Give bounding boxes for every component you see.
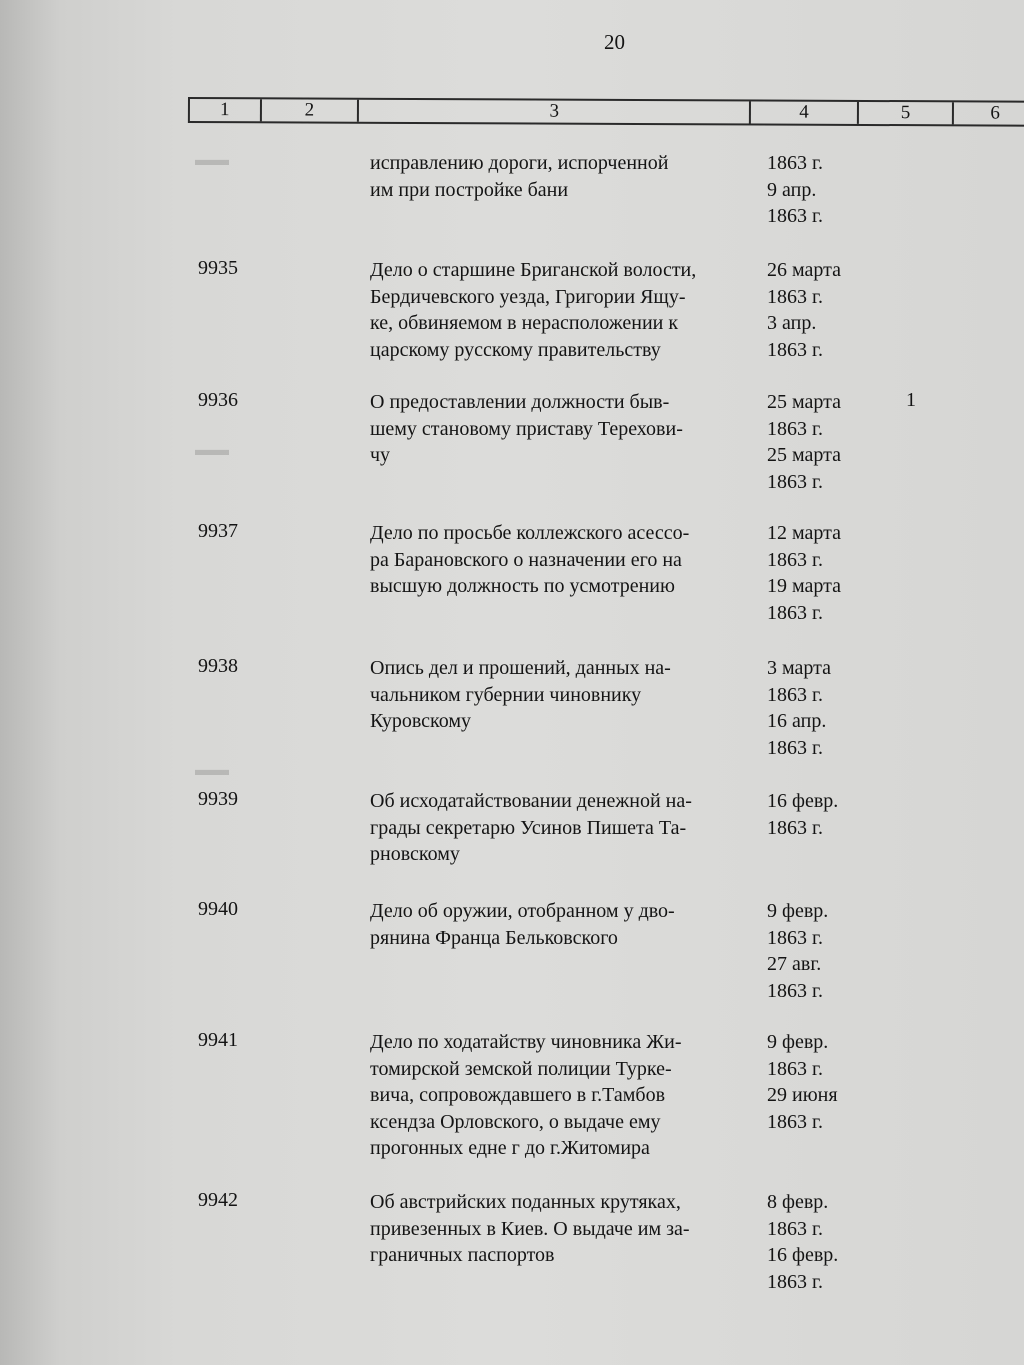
description-line: ке, обвиняемом в нерасположении к <box>370 312 679 334</box>
date-line: 1863 г. <box>767 736 823 759</box>
date-line: 9 апр. <box>767 178 817 201</box>
case-description <box>370 1029 755 1162</box>
date-line: 26 марта <box>767 259 841 281</box>
bleed-through: ▬▬ <box>195 440 229 459</box>
case-description <box>370 898 755 951</box>
date-line: 1863 г. <box>767 548 823 571</box>
date-line: 1863 г. <box>767 926 823 949</box>
date-line: 3 апр. <box>767 312 817 334</box>
date-line: 1863 г. <box>767 1057 823 1080</box>
bleed-through: ▬▬ <box>195 150 229 169</box>
case-dates <box>767 389 841 495</box>
description-line: ра Барановского о назначении его на <box>370 548 682 571</box>
case-number: 9937 <box>198 520 238 542</box>
date-line: 9 февр. <box>767 1031 829 1053</box>
description-line: прогонных едне г до г.Житомира <box>370 1137 650 1159</box>
date-line: 12 марта <box>767 522 841 544</box>
case-description <box>370 655 755 735</box>
case-dates <box>767 1189 838 1295</box>
date-line: 8 февр. <box>767 1191 829 1213</box>
description-line: чальником губернии чиновнику <box>370 683 642 706</box>
date-line: 29 июня <box>767 1084 838 1106</box>
description-line: Опись дел и прошений, данных на- <box>370 657 671 679</box>
header-col-5: 5 <box>859 102 955 124</box>
date-line: 1863 г. <box>767 1270 823 1293</box>
description-line: высшую должность по усмотрению <box>370 575 675 597</box>
header-col-2: 2 <box>262 99 360 121</box>
case-description <box>370 257 755 363</box>
date-line: 19 марта <box>767 575 841 597</box>
case-number: 9936 <box>198 389 238 411</box>
case-dates <box>767 150 823 230</box>
case-dates <box>767 1029 838 1135</box>
date-line: 27 авг. <box>767 953 822 975</box>
date-line: 25 марта <box>767 391 841 413</box>
case-number: 9939 <box>198 788 238 810</box>
description-line: О предоставлении должности быв- <box>370 391 670 413</box>
table-header <box>188 97 1024 127</box>
date-line: 16 февр. <box>767 1244 839 1266</box>
header-col-3: 3 <box>359 100 751 124</box>
sheet-count: 1 <box>906 389 916 411</box>
date-line: 1863 г. <box>767 285 823 308</box>
description-line: чу <box>370 444 391 466</box>
description-line: Об австрийских поданных крутяках, <box>370 1191 681 1213</box>
description-line: томирской земской полиции Турке- <box>370 1057 672 1080</box>
case-number: 9942 <box>198 1189 238 1211</box>
description-line: Дело по просьбе коллежского асессо- <box>370 522 690 544</box>
description-line: шему становому приставу Терехови- <box>370 417 683 440</box>
description-line: Дело о старшине Бриганской волости, <box>370 259 697 281</box>
description-line: рновскому <box>370 843 460 865</box>
description-line: привезенных в Киев. О выдаче им за- <box>370 1217 690 1240</box>
header-col-6: 6 <box>990 102 1000 124</box>
date-line: 1863 г. <box>767 1217 823 1240</box>
description-line: Дело об оружии, отобранном у дво- <box>370 900 675 922</box>
date-line: 9 февр. <box>767 900 829 922</box>
description-line: царскому русскому правительству <box>370 338 661 361</box>
description-line: им при постройке бани <box>370 178 569 201</box>
description-line: ксендза Орловского, о выдаче ему <box>370 1110 661 1133</box>
header-col-4: 4 <box>751 101 859 123</box>
description-line: Куровскому <box>370 710 472 732</box>
description-line: Дело по ходатайству чиновника Жи- <box>370 1031 682 1053</box>
description-line: исправлению дороги, испорченной <box>370 152 669 174</box>
date-line: 1863 г. <box>767 205 823 227</box>
date-line: 25 марта <box>767 444 841 466</box>
date-line: 1863 г. <box>767 601 823 624</box>
date-line: 1863 г. <box>767 816 823 839</box>
case-number: 9941 <box>198 1029 238 1051</box>
case-description <box>370 389 755 469</box>
date-line: 16 апр. <box>767 710 827 732</box>
date-line: 16 февр. <box>767 790 839 812</box>
case-dates <box>767 655 831 761</box>
description-line: граничных паспортов <box>370 1244 555 1266</box>
case-description <box>370 150 755 203</box>
page-number: 20 <box>604 30 625 54</box>
case-dates <box>767 257 841 363</box>
date-line: 1863 г. <box>767 417 823 440</box>
date-line: 1863 г. <box>767 1110 823 1133</box>
description-line: рянина Франца Бельковского <box>370 926 618 949</box>
case-number: 9938 <box>198 655 238 677</box>
case-description <box>370 788 755 868</box>
date-line: 3 марта <box>767 657 831 679</box>
bleed-through: ▬▬ <box>195 760 229 779</box>
case-number: 9935 <box>198 257 238 279</box>
case-description <box>370 520 755 600</box>
case-number: 9940 <box>198 898 238 920</box>
description-line: вича, сопровождавшего в г.Тамбов <box>370 1084 666 1106</box>
date-line: 1863 г. <box>767 338 823 361</box>
description-line: Бердичевского уезда, Григории Ящу- <box>370 285 686 308</box>
case-description <box>370 1189 755 1269</box>
header-col-1: 1 <box>190 99 262 121</box>
case-dates <box>767 788 838 841</box>
description-line: грады секретарю Усинов Пишета Та- <box>370 816 687 839</box>
case-dates <box>767 898 828 1004</box>
date-line: 1863 г. <box>767 470 823 493</box>
date-line: 1863 г. <box>767 152 823 174</box>
date-line: 1863 г. <box>767 683 823 706</box>
date-line: 1863 г. <box>767 979 823 1002</box>
description-line: Об исходатайствовании денежной на- <box>370 790 692 812</box>
case-dates <box>767 520 841 626</box>
